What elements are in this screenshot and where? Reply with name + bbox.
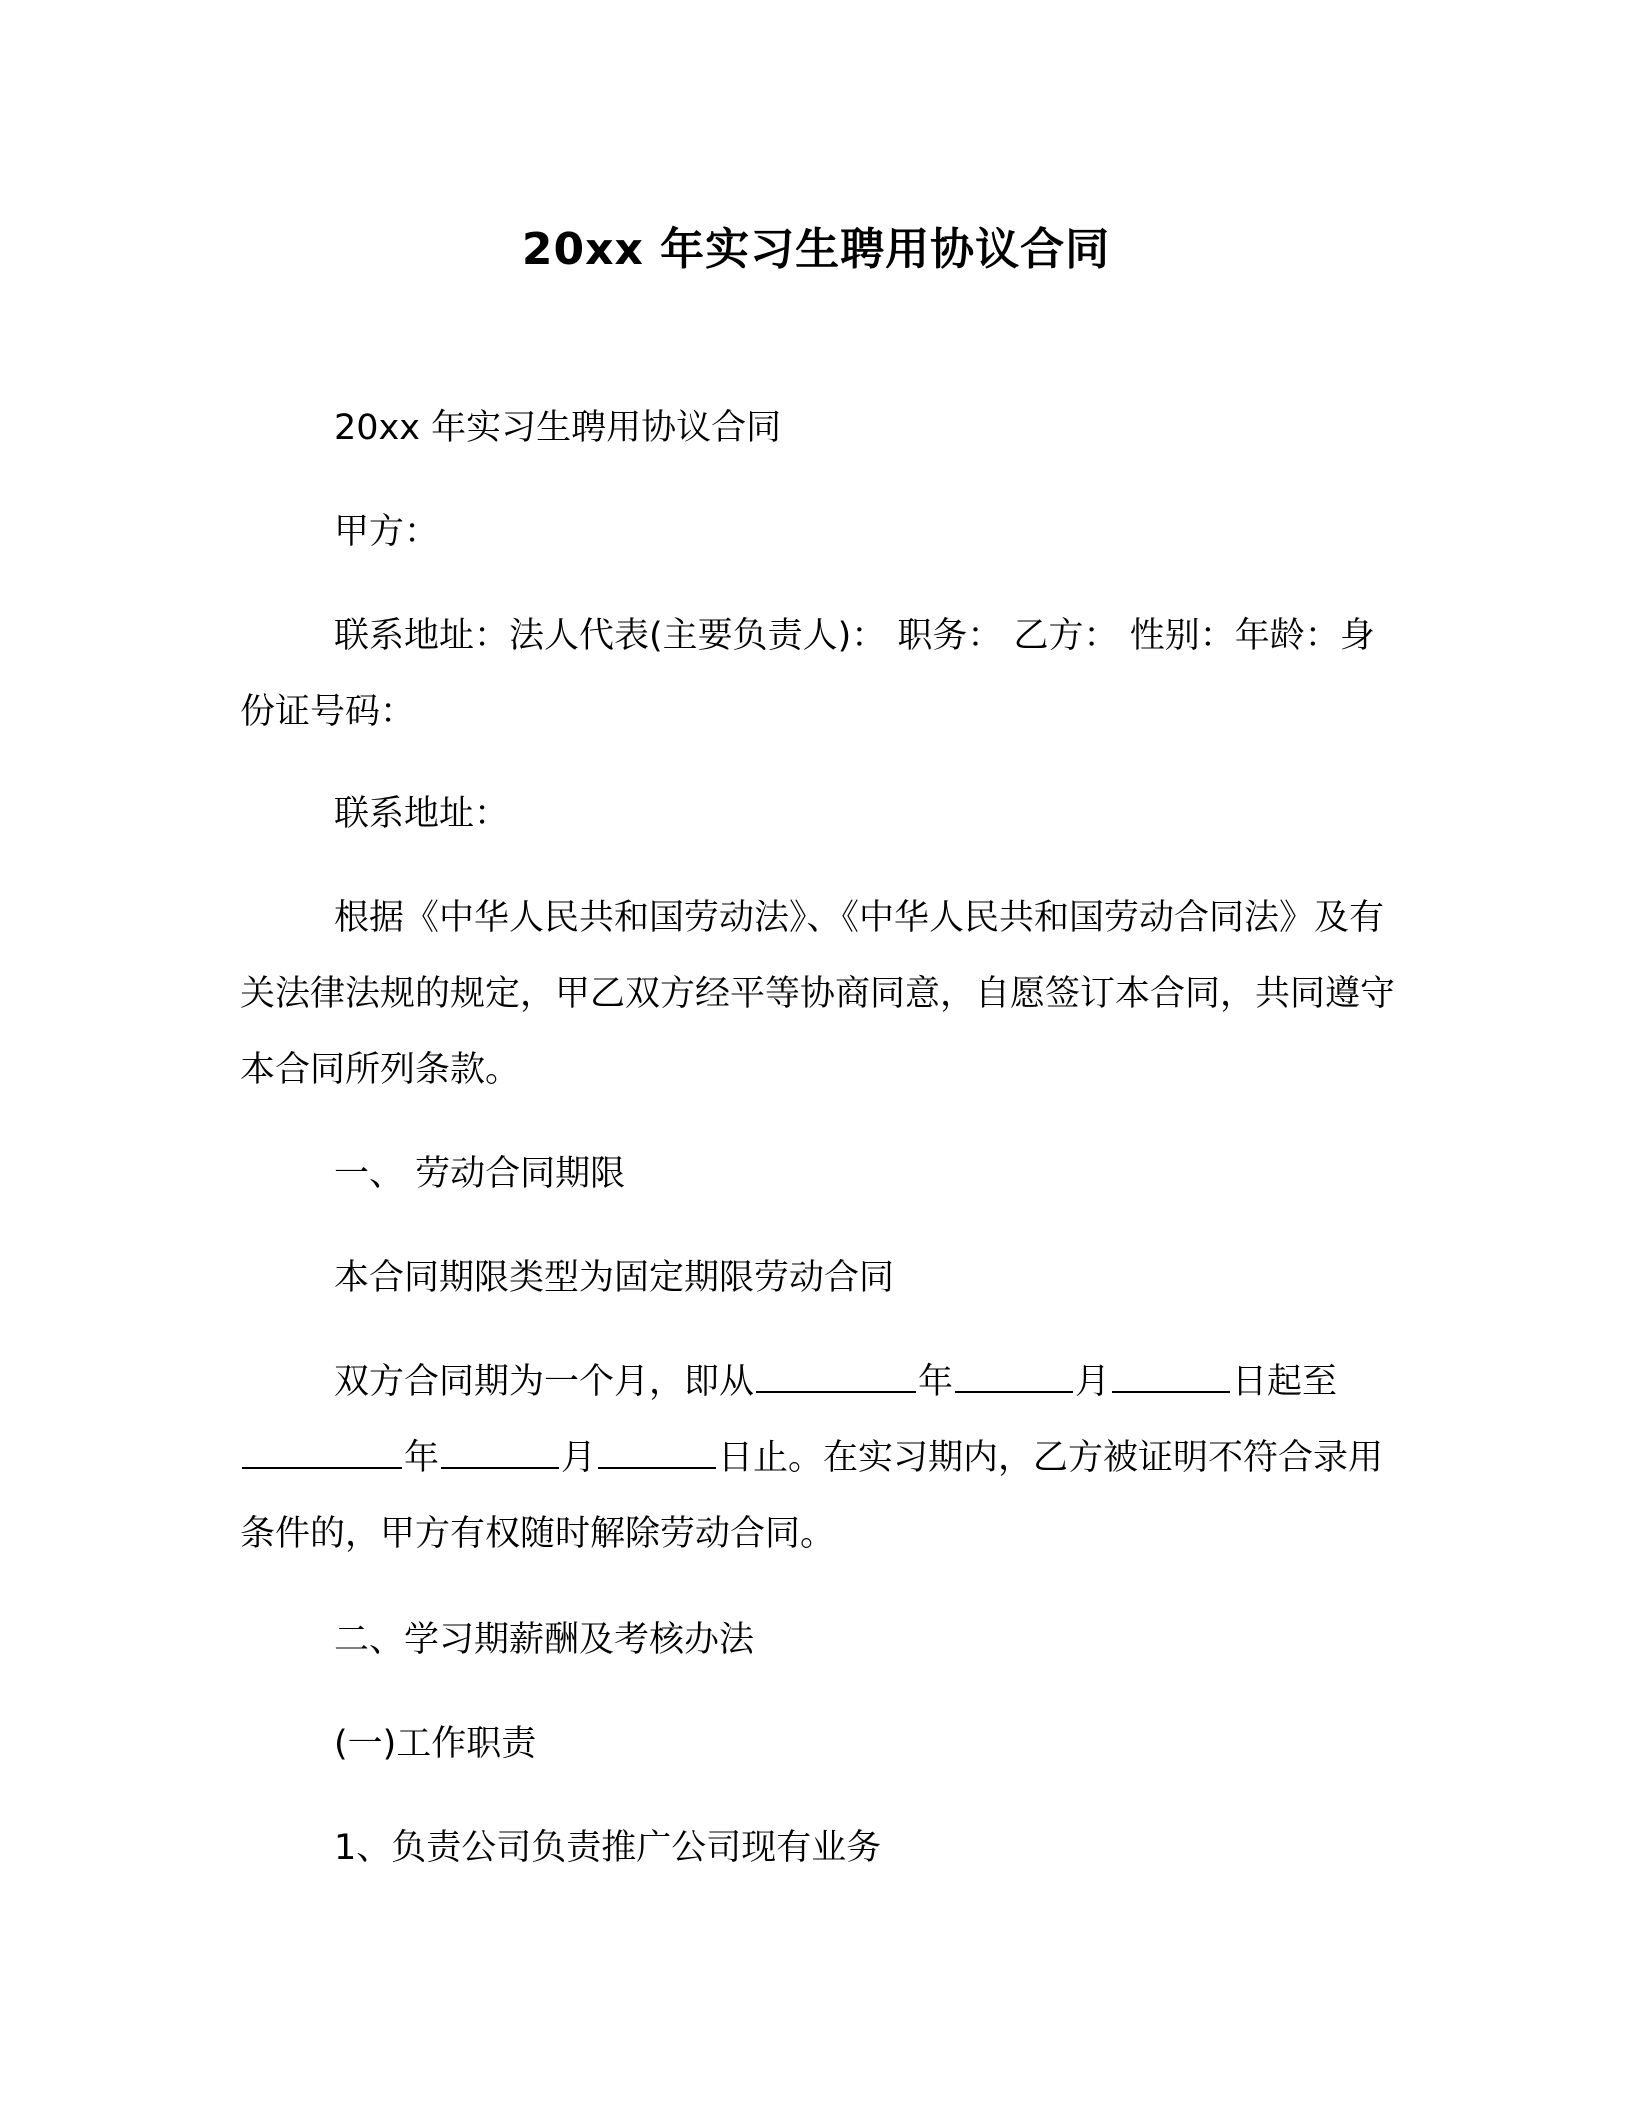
end-day-blank[interactable] [598,1433,716,1469]
term-year-label: 年 [918,1362,954,1402]
term-day-label: 日起至 [1232,1362,1338,1402]
term-end-year-label: 年 [404,1438,440,1478]
end-month-blank[interactable] [441,1433,559,1469]
sub-section-1-heading: (一)工作职责 [334,1724,537,1764]
contract-term-paragraph [240,1344,1400,1572]
start-year-blank[interactable] [756,1357,916,1393]
term-text-start: 双方合同期为一个月，即从 [334,1362,755,1402]
start-month-blank[interactable] [955,1357,1073,1393]
party-a-line: 甲方： [334,512,440,552]
term-end-month-label: 月 [561,1438,597,1478]
term-month-label: 月 [1075,1362,1111,1402]
preamble-paragraph: 根据《中华人民共和国劳动法》、《中华人民共和国劳动合同法》及有关法律法规的规定，甲乙双方经平等协商同意，自愿签订本合同，共同遵守本合同所列条款。 [240,898,1396,1090]
term-text-end: 日止。在实习期内，乙方被证明不符合录用条件的，甲方有权随时解除劳动合同。 [240,1438,1384,1554]
document-title: 20xx 年实习生聘用协议合同 [521,224,1111,275]
subtitle: 20xx 年实习生聘用协议合同 [334,408,782,448]
duty-item-1: 1、负责公司负责推广公司现有业务 [334,1828,882,1868]
section-2-heading: 二、学习期薪酬及考核办法 [334,1620,755,1660]
section-1-heading: 一、 劳动合同期限 [334,1154,626,1194]
contact-info-paragraph: 联系地址：法人代表(主要负责人)： 职务： 乙方： 性别：年龄：身份证号码： [240,616,1375,732]
start-day-blank[interactable] [1112,1357,1230,1393]
end-year-blank[interactable] [242,1433,402,1469]
section-1-type: 本合同期限类型为固定期限劳动合同 [334,1258,895,1298]
contact-address-line: 联系地址： [334,794,510,834]
